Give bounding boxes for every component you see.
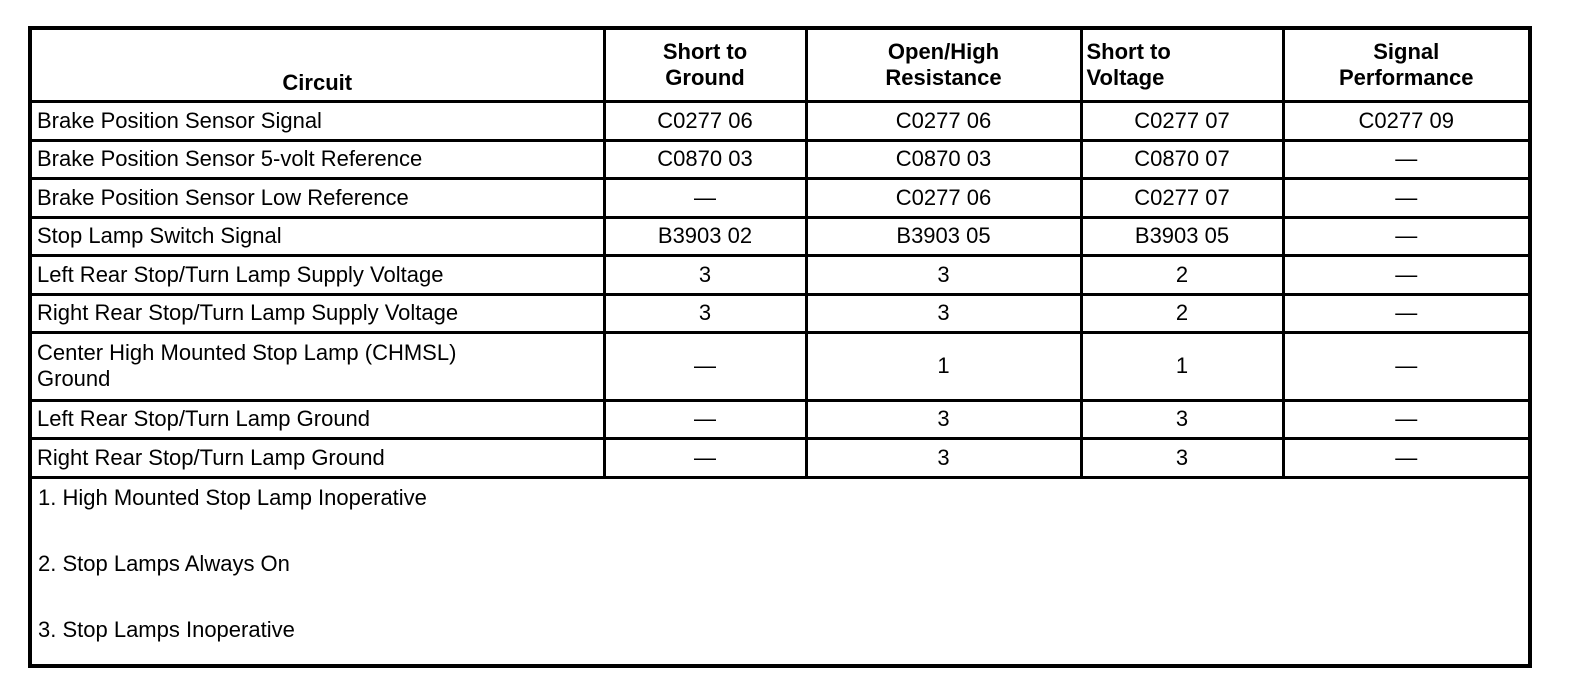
notes-cell — [30, 477, 1530, 666]
open-high-resistance-cell: 3 — [806, 294, 1081, 333]
signal-performance-cell: — — [1283, 439, 1530, 478]
note-item: 1. High Mounted Stop Lamp Inoperative — [38, 484, 427, 510]
circuit-cell: Left Rear Stop/Turn Lamp Ground — [30, 400, 604, 439]
signal-performance-cell: — — [1283, 140, 1530, 179]
short-to-voltage-cell: 2 — [1081, 256, 1283, 295]
signal-performance-cell: C0277 09 — [1283, 102, 1530, 141]
open-high-resistance-cell: C0870 03 — [806, 140, 1081, 179]
header-line: Short to — [662, 39, 748, 64]
note-item: 3. Stop Lamps Inoperative — [38, 616, 295, 642]
short-to-voltage-cell: C0277 07 — [1081, 102, 1283, 141]
table-row — [30, 217, 1530, 256]
header-line: Performance — [1338, 65, 1474, 90]
short-to-ground-cell: — — [604, 179, 806, 218]
header-line: Open/High — [887, 39, 1000, 64]
short-to-ground-cell: — — [604, 400, 806, 439]
header-line: Voltage — [1086, 65, 1165, 90]
header-circuit-label: Circuit — [282, 70, 353, 95]
short-to-ground-cell: 3 — [604, 294, 806, 333]
short-to-ground-cell: 3 — [604, 256, 806, 295]
signal-performance-cell: — — [1283, 217, 1530, 256]
table-row — [30, 179, 1530, 218]
circuit-diagnostic-table — [28, 26, 1532, 668]
circuit-cell: Brake Position Sensor Signal — [30, 102, 604, 141]
circuit-cell — [30, 333, 604, 401]
signal-performance-cell: — — [1283, 179, 1530, 218]
signal-performance-cell: — — [1283, 400, 1530, 439]
signal-performance-cell: — — [1283, 333, 1530, 401]
open-high-resistance-cell: C0277 06 — [806, 179, 1081, 218]
open-high-resistance-cell: C0277 06 — [806, 102, 1081, 141]
circuit-cell: Stop Lamp Switch Signal — [30, 217, 604, 256]
short-to-ground-cell: C0870 03 — [604, 140, 806, 179]
table-row — [30, 256, 1530, 295]
open-high-resistance-cell: 1 — [806, 333, 1081, 401]
short-to-voltage-cell: 1 — [1081, 333, 1283, 401]
header-signal-performance — [1283, 28, 1530, 102]
circuit-cell: Brake Position Sensor 5-volt Reference — [30, 140, 604, 179]
signal-performance-cell: — — [1283, 294, 1530, 333]
short-to-voltage-cell: 2 — [1081, 294, 1283, 333]
circuit-cell-line: Center High Mounted Stop Lamp (CHMSL) — [37, 340, 457, 366]
circuit-cell: Brake Position Sensor Low Reference — [30, 179, 604, 218]
table-row — [30, 439, 1530, 478]
header-line: Signal — [1373, 39, 1440, 64]
short-to-voltage-cell: C0277 07 — [1081, 179, 1283, 218]
note-item: 2. Stop Lamps Always On — [38, 550, 290, 576]
open-high-resistance-cell: 3 — [806, 256, 1081, 295]
header-line: Ground — [665, 65, 745, 90]
header-short-to-voltage — [1081, 28, 1283, 102]
circuit-cell: Right Rear Stop/Turn Lamp Supply Voltage — [30, 294, 604, 333]
signal-performance-cell: — — [1283, 256, 1530, 295]
table-row — [30, 333, 1530, 401]
circuit-cell: Right Rear Stop/Turn Lamp Ground — [30, 439, 604, 478]
short-to-voltage-cell: 3 — [1081, 400, 1283, 439]
short-to-ground-cell: — — [604, 439, 806, 478]
header-line: Resistance — [885, 65, 1002, 90]
short-to-ground-cell: B3903 02 — [604, 217, 806, 256]
open-high-resistance-cell: B3903 05 — [806, 217, 1081, 256]
header-circuit — [30, 28, 604, 102]
short-to-ground-cell: C0277 06 — [604, 102, 806, 141]
open-high-resistance-cell: 3 — [806, 400, 1081, 439]
circuit-cell: Left Rear Stop/Turn Lamp Supply Voltage — [30, 256, 604, 295]
header-line: Short to — [1086, 39, 1171, 64]
short-to-voltage-cell: B3903 05 — [1081, 217, 1283, 256]
table-row — [30, 102, 1530, 141]
short-to-ground-cell: — — [604, 333, 806, 401]
table-row — [30, 140, 1530, 179]
short-to-voltage-cell: 3 — [1081, 439, 1283, 478]
header-short-to-ground — [604, 28, 806, 102]
open-high-resistance-cell: 3 — [806, 439, 1081, 478]
short-to-voltage-cell: C0870 07 — [1081, 140, 1283, 179]
notes-row — [30, 477, 1530, 666]
header-open-high-resistance — [806, 28, 1081, 102]
table-header-row — [30, 28, 1530, 102]
table-row — [30, 400, 1530, 439]
circuit-cell-line: Ground — [37, 366, 111, 392]
table-row — [30, 294, 1530, 333]
